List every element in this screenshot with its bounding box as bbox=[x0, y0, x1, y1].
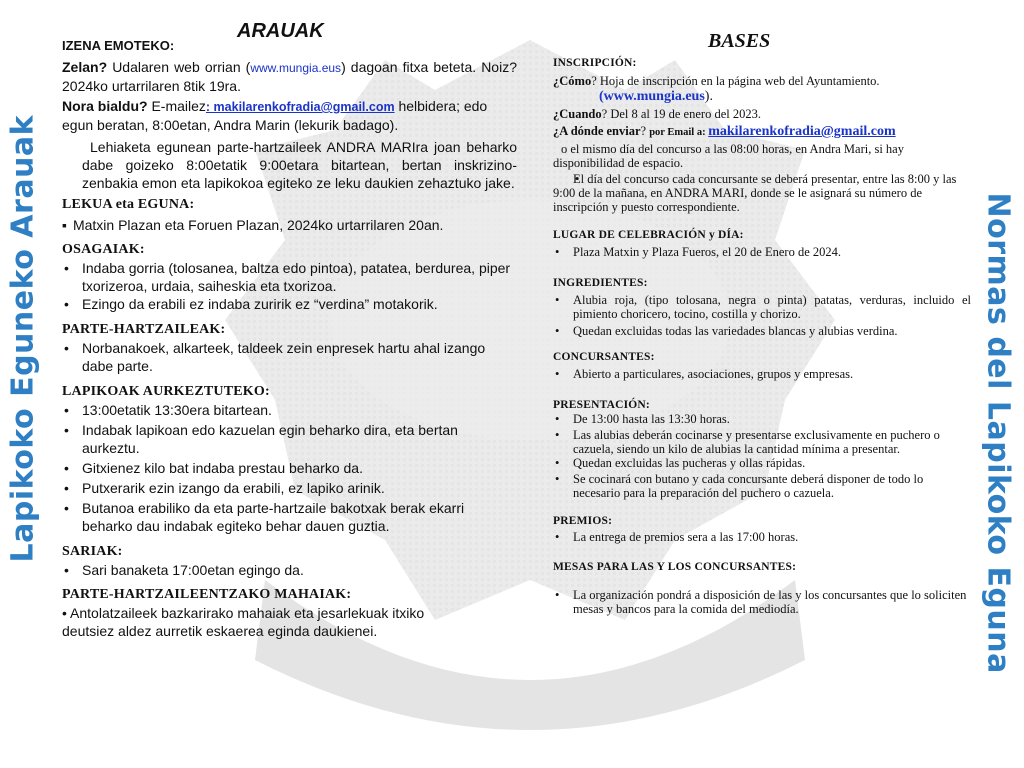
osagaiak-list bbox=[62, 259, 517, 313]
dia-list bbox=[553, 172, 971, 214]
donde-email-link[interactable]: makilarenkofradia@gmail.com bbox=[708, 124, 896, 139]
como-tail: ). bbox=[704, 89, 713, 104]
cuando-line bbox=[553, 107, 971, 121]
aurkeztuteko-heading: LAPIKOAK AURKEZTUTEKO: bbox=[62, 384, 270, 399]
left-title: ARAUAK bbox=[237, 20, 324, 42]
nora-email-link[interactable]: : makilarenkofradia@gmail.com bbox=[205, 100, 395, 114]
donde-cont: o el mismo día del concurso a las 08:00 horas, en Andra Mari, si hay disponibilidad de espacio. bbox=[553, 142, 904, 170]
como-link-line bbox=[553, 88, 971, 105]
presentacion-heading: PRESENTACIÓN: bbox=[553, 399, 650, 411]
ingredientes-list bbox=[553, 293, 971, 338]
donde-text: ? bbox=[640, 124, 650, 138]
izena-heading: IZENA EMOTEKO: bbox=[62, 38, 175, 53]
list-item: • Las alubias deberán cocinarse y presentarse exclusivamente en puchero o cazuela, siendo un kilo de alubias la cantidad mínima a presentar. bbox=[553, 428, 971, 456]
list-item: • Plaza Matxin y Plaza Fueros, el 20 de Enero de 2024. bbox=[553, 245, 971, 259]
lehiaketa-paragraph: Lehiaketa egunean parte-hartzaileek ANDRA MARIra joan beharko dabe goizeko 8:00etatik 9:00etara bitartean, bertan inskrizino-zenbakia emon eta lapikokoa egiteko ze leku daukien zehaztuko jake. bbox=[82, 139, 517, 191]
right-column bbox=[553, 30, 971, 616]
list-item: • Alubia roja, (tipo tolosana, negra o pinta) patatas, verduras, incluido el pimiento choricero, tocino, costilla y chorizo. bbox=[553, 293, 971, 321]
como-link[interactable]: (www.mungia.eus bbox=[599, 89, 705, 104]
zelan-text-1: Udalaren web orrian ( bbox=[107, 59, 251, 75]
list-item: • Putxerarik ezin izango da erabili, ez lapiko arinik. bbox=[62, 479, 517, 497]
donde-label: ¿A dónde enviar bbox=[553, 124, 641, 138]
como-line bbox=[553, 74, 971, 88]
mahaiak-text bbox=[62, 604, 462, 640]
aurkeztuteko-list bbox=[62, 401, 517, 535]
mesas-list bbox=[553, 588, 971, 616]
list-item: • Gitxienez kilo bat indaba prestau beharko da. bbox=[62, 459, 517, 477]
concursantes-heading: CONCURSANTES: bbox=[553, 351, 655, 363]
osagaiak-heading: OSAGAIAK: bbox=[62, 242, 145, 257]
donde-line bbox=[553, 124, 971, 140]
lugar-list bbox=[553, 245, 971, 259]
mahaiak-text-content: Antolatzaileek bazkarirako mahaiak eta jesarlekuak itxiko deutsiez aldez aurretik eskaerea eginda daukienei. bbox=[62, 605, 425, 639]
list-item: • Ezingo da erabili ez indaba zuririk ez “verdina” motakorik. bbox=[62, 295, 517, 313]
nora-text-2: helbidera; edo egun beratan, 8:00etan, Andra Marin (lekurik badago). bbox=[62, 98, 488, 133]
zelan-text-2: ) dagoan fitxa beteta. Noiz? 2024ko urtarrilaren 8tik 19ra. bbox=[62, 59, 517, 94]
presentacion-list bbox=[553, 412, 971, 500]
list-item: • Abierto a particulares, asociaciones, grupos y empresas. bbox=[553, 367, 971, 381]
donde-por: por Email a: bbox=[649, 127, 709, 138]
list-item: • 13:00etatik 13:30era bitartean. bbox=[62, 401, 517, 419]
list-item: • Norbanakoek, alkarteek, taldeek zein enpresek hartu ahal izango dabe parte. bbox=[62, 339, 517, 375]
parte-list bbox=[62, 339, 517, 375]
list-item: • La entrega de premios sera a las 17:00 horas. bbox=[553, 530, 971, 544]
list-item: • Butanoa erabiliko da eta parte-hartzaile bakotxak berak ekarri beharko dau indabak egiteko behar dauen guztia. bbox=[62, 499, 517, 535]
zelan-label: Zelan? bbox=[62, 59, 108, 75]
list-item: • Quedan excluidas las pucheras y ollas rápidas. bbox=[553, 456, 971, 470]
mahaiak-heading: PARTE-HARTZAILEENTZAKO MAHAIAK: bbox=[62, 587, 352, 602]
list-item: • Sari banaketa 17:00etan egingo da. bbox=[62, 561, 517, 579]
list-item: • El día del concurso cada concursante se deberá presentar, entre las 8:00 y las 9:00 de la mañana, en ANDRA MARI, donde se le asignará su número de inscripción y puesto correspondiente. bbox=[553, 172, 971, 214]
zelan-paragraph bbox=[62, 58, 517, 95]
sariak-heading: SARIAK: bbox=[62, 544, 123, 559]
list-item: • La organización pondrá a disposición de las y los concursantes que lo soliciten mesas y bancos para la comida del mediodía. bbox=[553, 588, 971, 616]
premios-list bbox=[553, 530, 971, 544]
cuando-text: ? Del 8 al 19 de enero del 2023. bbox=[601, 107, 761, 121]
nora-label: Nora bialdu? bbox=[62, 98, 148, 114]
list-item: • Quedan excluidas todas las variedades blancas y alubias verdina. bbox=[553, 324, 971, 338]
mesas-heading: MESAS PARA LAS Y LOS CONCURSANTES: bbox=[553, 561, 797, 573]
como-text: ? Hoja de inscripción en la página web del Ayuntamiento. bbox=[591, 74, 880, 88]
list-item: • Indabak lapikoan edo kazuelan egin beharko dira, eta bertan aurkeztu. bbox=[62, 421, 517, 457]
inscripcion-heading: INSCRIPCIÓN: bbox=[553, 57, 637, 69]
ingredientes-heading: INGREDIENTES: bbox=[553, 277, 648, 289]
premios-heading: PREMIOS: bbox=[553, 515, 613, 527]
list-item: • Se cocinará con butano y cada concursante deberá disponer de todo lo necesario para la preparación del puchero o cazuela. bbox=[553, 472, 971, 500]
side-title-left: Lapikoko Eguneko Arauak bbox=[5, 114, 41, 563]
parte-heading: PARTE-HARTZAILEAK: bbox=[62, 322, 226, 337]
left-column bbox=[62, 22, 517, 640]
list-item: • Indaba gorria (tolosanea, baltza edo pintoa), patatea, berdurea, piper txorizeroa, urdaia, saiheskia eta txorizoa. bbox=[62, 259, 517, 295]
side-title-right: Normas del Lapikoko Eguna bbox=[980, 192, 1016, 674]
lugar-heading: LUGAR DE CELEBRACIÓN y DÍA: bbox=[553, 229, 744, 241]
como-label: ¿Cómo bbox=[553, 74, 592, 88]
lekua-item: ▪ Matxin Plazan eta Foruen Plazan, 2024ko urtarrilaren 20an. bbox=[62, 216, 517, 234]
nora-paragraph bbox=[62, 97, 517, 134]
bullet-icon: • bbox=[62, 605, 71, 621]
concursantes-list bbox=[553, 367, 971, 381]
right-title: BASES bbox=[708, 30, 771, 52]
list-item: • De 13:00 hasta las 13:30 horas. bbox=[553, 412, 971, 426]
nora-text-1: E-mailez bbox=[147, 98, 206, 114]
cuando-label: ¿Cuando bbox=[553, 107, 602, 121]
lekua-heading: LEKUA eta EGUNA: bbox=[62, 197, 195, 212]
zelan-link[interactable]: www.mungia.eus bbox=[250, 61, 342, 75]
sariak-list bbox=[62, 561, 517, 579]
